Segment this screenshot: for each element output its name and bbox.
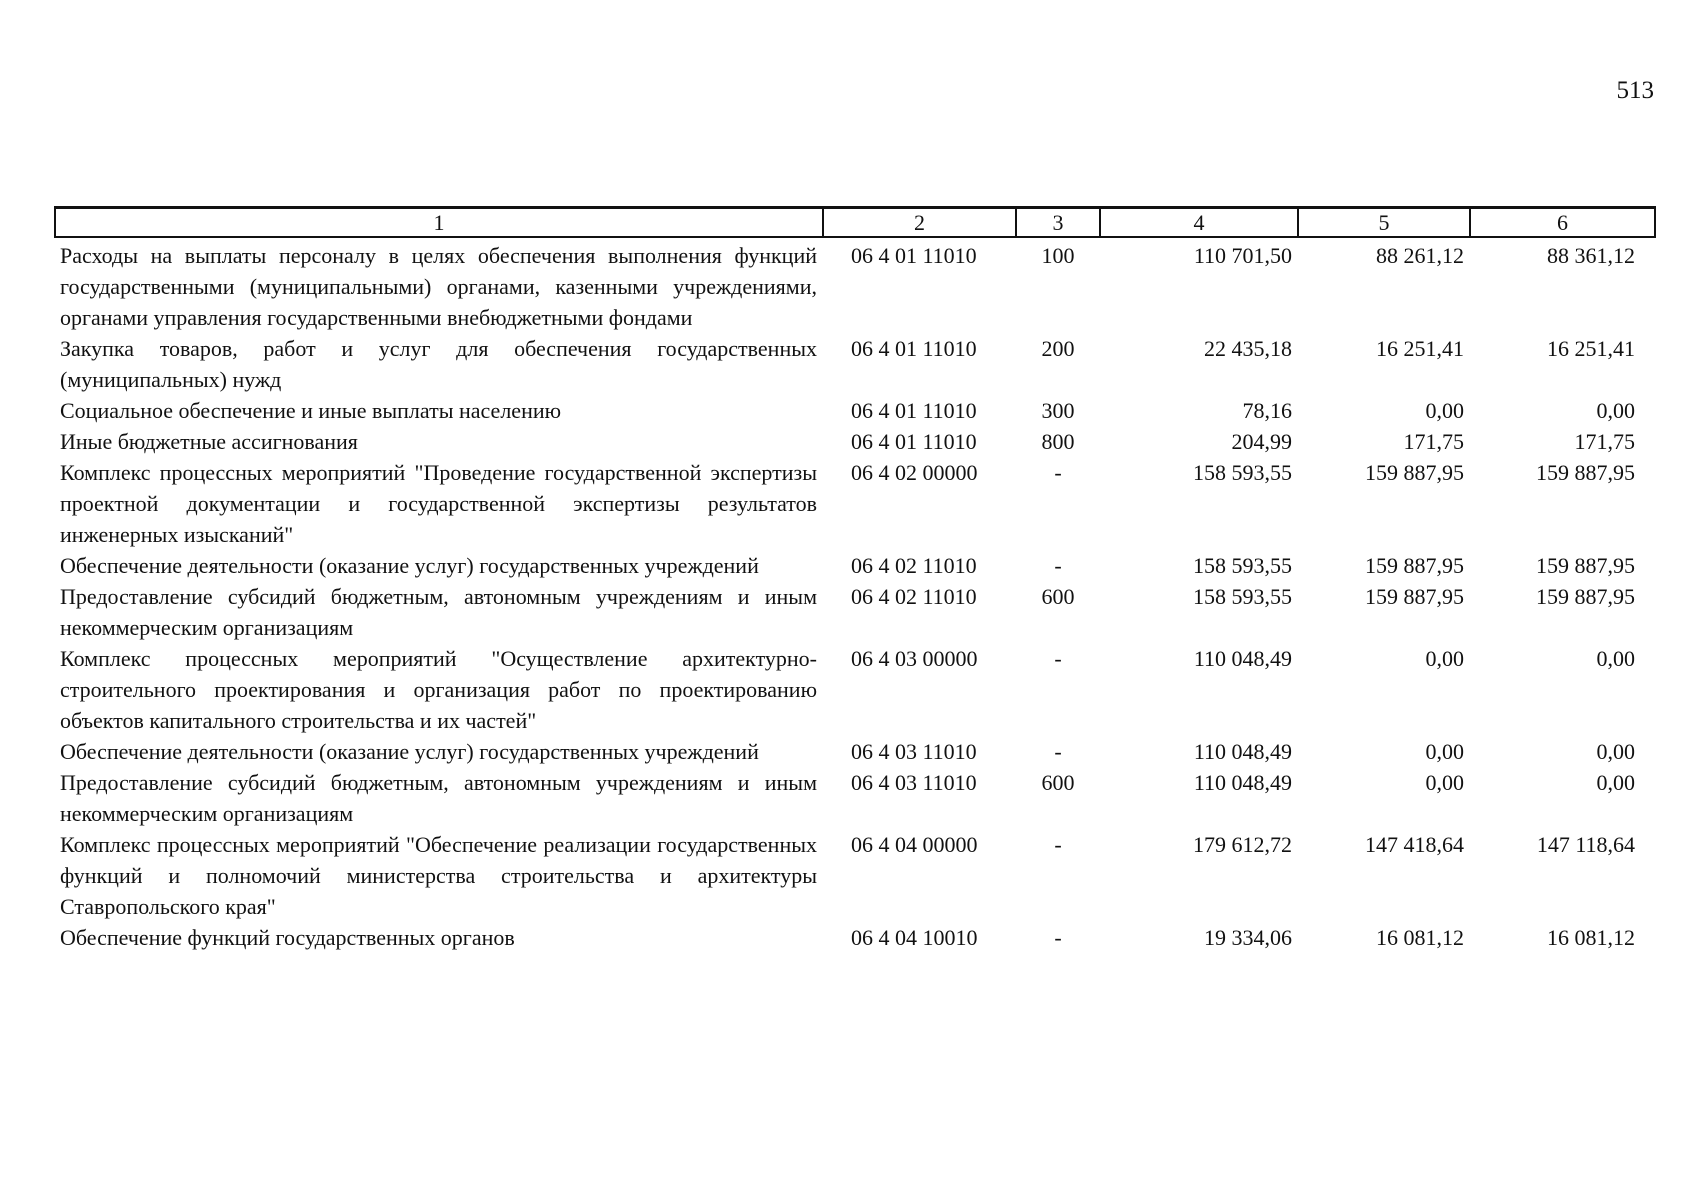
item-value-6: 0,00 [1596,646,1635,671]
item-code: 06 4 02 11010 [851,584,977,609]
item-expense-type: - [1054,832,1062,857]
item-value-4: 22 435,18 [1204,336,1292,361]
item-name: Комплекс процессных мероприятий "Обеспечение реализации государственных функций и полномочий министерства строительства и архитектуры Ставропольского края" [60,832,817,919]
item-value-6: 0,00 [1596,739,1635,764]
column-header: 1 [55,208,823,238]
table-body [55,237,1655,953]
item-code: 06 4 03 11010 [851,739,977,764]
item-expense-type: 800 [1041,429,1075,454]
table-row [55,550,1655,581]
item-value-5: 88 261,12 [1376,243,1464,268]
item-value-4: 179 612,72 [1193,832,1292,857]
item-value-4: 78,16 [1242,398,1292,423]
item-code: 06 4 02 00000 [851,460,978,485]
item-expense-type: - [1054,925,1062,950]
item-value-5: 0,00 [1425,398,1464,423]
item-code: 06 4 01 11010 [851,429,977,454]
table-row [55,457,1655,550]
item-name: Иные бюджетные ассигнования [60,429,358,454]
item-expense-type: - [1054,646,1062,671]
item-name: Предоставление субсидий бюджетным, автономным учреждениям и иным некоммерческим организациям [60,770,817,826]
table-header [55,208,1655,238]
item-expense-type: 300 [1041,398,1075,423]
item-value-4: 19 334,06 [1204,925,1292,950]
table-row [55,829,1655,922]
item-value-5: 0,00 [1425,770,1464,795]
item-value-6: 147 118,64 [1536,832,1635,857]
column-header: 3 [1016,208,1100,238]
item-value-5: 159 887,95 [1365,553,1464,578]
item-expense-type: 600 [1041,770,1075,795]
item-value-6: 88 361,12 [1547,243,1635,268]
item-value-4: 158 593,55 [1193,584,1292,609]
item-value-5: 16 081,12 [1376,925,1464,950]
item-name: Расходы на выплаты персоналу в целях обеспечения выполнения функций государственными (муниципальными) органами, казенными учреждениями, органами управления государственными внебюджетными фондами [60,243,817,330]
budget-table [54,206,1656,953]
item-expense-type: - [1054,739,1062,764]
item-value-6: 159 887,95 [1536,553,1635,578]
table-row [55,922,1655,953]
table-row [55,333,1655,395]
column-header: 6 [1470,208,1655,238]
item-expense-type: 200 [1041,336,1075,361]
table-row [55,767,1655,829]
item-code: 06 4 04 00000 [851,832,978,857]
item-value-5: 16 251,41 [1376,336,1464,361]
item-code: 06 4 04 10010 [851,925,978,950]
table-row [55,581,1655,643]
item-expense-type: 100 [1041,243,1075,268]
page-number: 513 [1616,77,1654,104]
item-name: Обеспечение деятельности (оказание услуг) государственных учреждений [60,553,759,578]
item-value-6: 159 887,95 [1536,460,1635,485]
item-value-4: 110 048,49 [1193,770,1292,795]
item-value-6: 0,00 [1596,770,1635,795]
item-value-5: 0,00 [1425,739,1464,764]
item-value-5: 159 887,95 [1365,460,1464,485]
column-header: 2 [823,208,1016,238]
item-value-5: 171,75 [1403,429,1464,454]
item-name: Обеспечение деятельности (оказание услуг) государственных учреждений [60,739,759,764]
item-value-4: 110 048,49 [1193,739,1292,764]
item-code: 06 4 03 00000 [851,646,978,671]
item-value-6: 16 081,12 [1547,925,1635,950]
item-name: Комплекс процессных мероприятий "Осуществление архитектурно-строительного проектирования и организация работ по проектированию объектов капитального строительства и их частей" [60,646,817,733]
item-value-4: 204,99 [1231,429,1292,454]
table-row [55,643,1655,736]
item-expense-type: - [1054,460,1062,485]
table-row [55,237,1655,333]
item-expense-type: 600 [1041,584,1075,609]
column-header: 5 [1298,208,1470,238]
item-value-5: 159 887,95 [1365,584,1464,609]
item-value-6: 0,00 [1596,398,1635,423]
item-expense-type: - [1054,553,1062,578]
table-row [55,395,1655,426]
item-code: 06 4 03 11010 [851,770,977,795]
item-value-6: 159 887,95 [1536,584,1635,609]
item-value-6: 16 251,41 [1547,336,1635,361]
item-value-4: 158 593,55 [1193,460,1292,485]
item-value-4: 110 701,50 [1193,243,1292,268]
item-name: Социальное обеспечение и иные выплаты населению [60,398,562,423]
table-row [55,426,1655,457]
item-value-6: 171,75 [1574,429,1635,454]
item-code: 06 4 01 11010 [851,243,977,268]
column-header: 4 [1100,208,1298,238]
table-row [55,736,1655,767]
header-row [55,208,1655,238]
item-name: Обеспечение функций государственных органов [60,925,515,950]
item-name: Предоставление субсидий бюджетным, автономным учреждениям и иным некоммерческим организациям [60,584,817,640]
item-value-4: 110 048,49 [1193,646,1292,671]
item-code: 06 4 01 11010 [851,336,977,361]
item-name: Закупка товаров, работ и услуг для обеспечения государственных (муниципальных) нужд [60,336,817,392]
item-value-4: 158 593,55 [1193,553,1292,578]
item-code: 06 4 02 11010 [851,553,977,578]
item-value-5: 147 418,64 [1365,832,1464,857]
item-value-5: 0,00 [1425,646,1464,671]
item-name: Комплекс процессных мероприятий "Проведение государственной экспертизы проектной документации и государственной экспертизы результатов инженерных изысканий" [60,460,817,547]
item-code: 06 4 01 11010 [851,398,977,423]
